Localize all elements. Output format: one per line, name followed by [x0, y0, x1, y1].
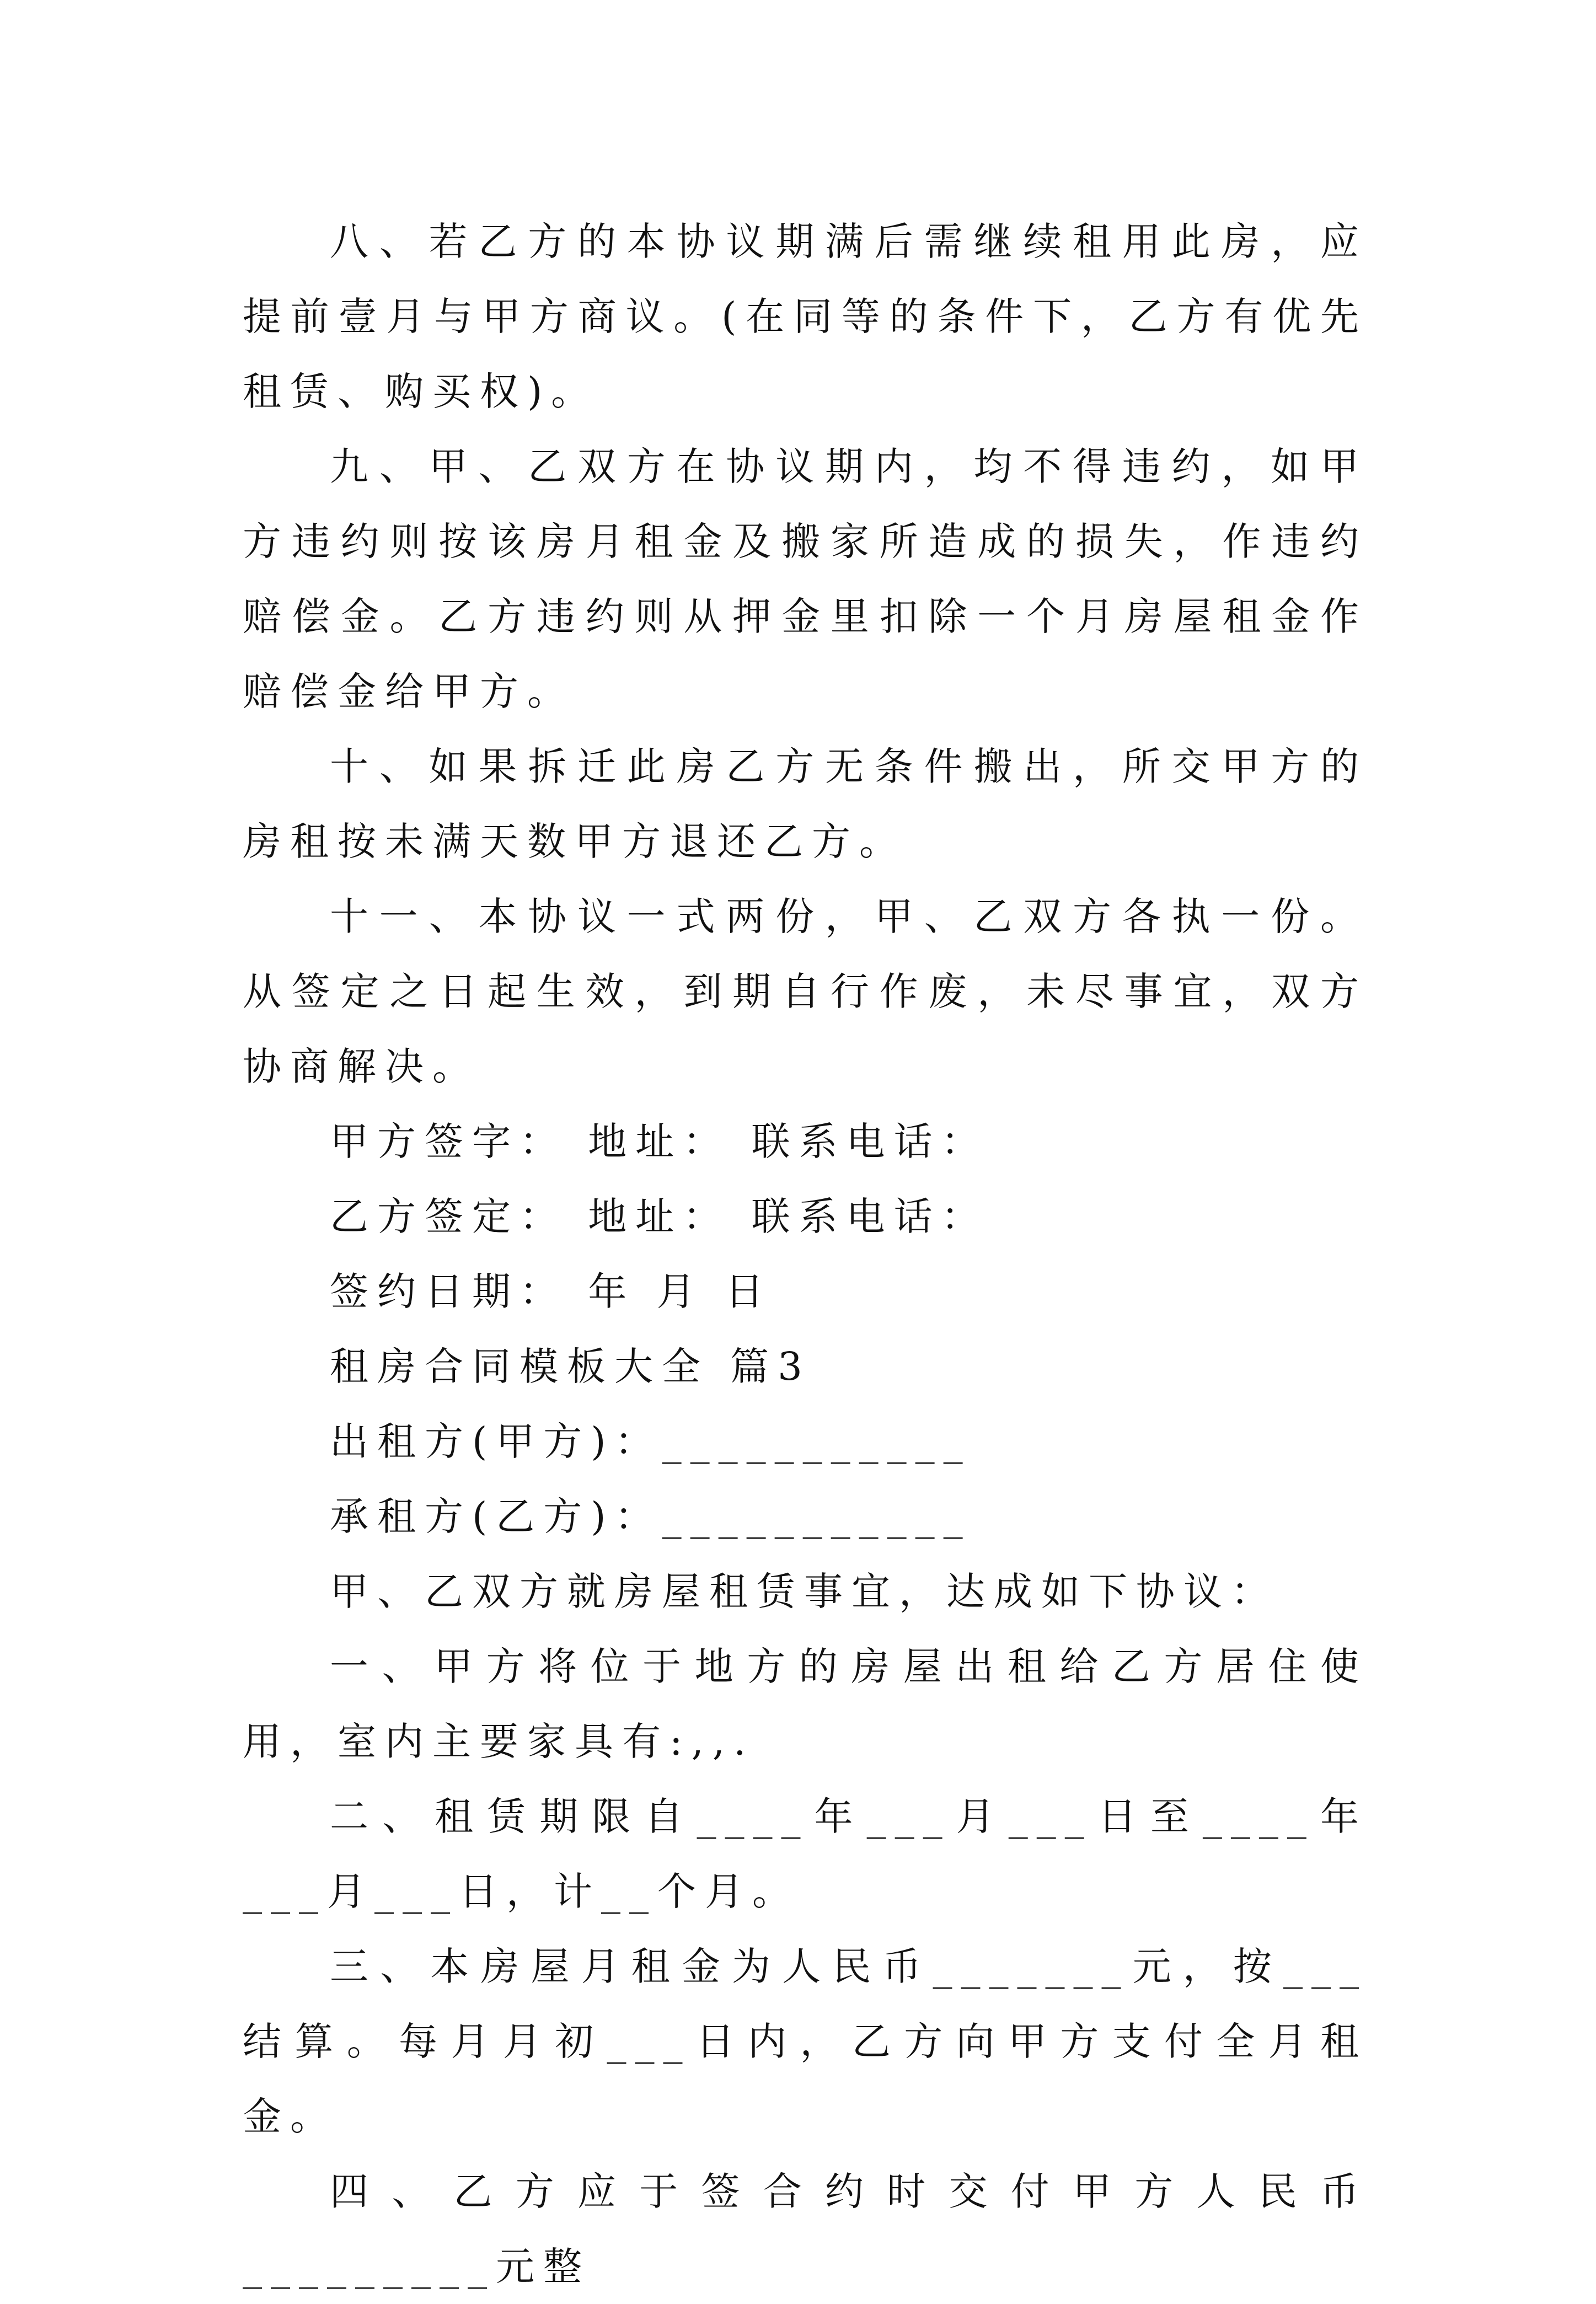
lessee-line: 承租方(乙方)：___________	[330, 1494, 972, 1539]
clause-1: 一、甲方将位于地方的房屋出租给乙方居住使用，室内主要家具有:,,.	[243, 1644, 1368, 1764]
clause-11: 十一、本协议一式两份，甲、乙双方各执一份。从签定之日起生效，到期自行作废，未尽事宜，双方协商解决。	[243, 894, 1368, 1089]
clause-9: 九、甲、乙双方在协议期内，均不得违约，如甲方违约则按该房月租金及搬家所造成的损失，作违约赔偿金。乙方违约则从押金里扣除一个月房屋租金作赔偿金给甲方。	[243, 444, 1368, 714]
section-title: 租房合同模板大全 篇3	[330, 1344, 811, 1389]
signing-date-line: 签约日期： 年 月 日	[330, 1269, 773, 1314]
clause-8: 八、若乙方的本协议期满后需继续租用此房，应提前壹月与甲方商议。(在同等的条件下，乙方有优先租赁、购买权)。	[243, 219, 1368, 414]
clause-10: 十、如果拆迁此房乙方无条件搬出，所交甲方的房租按未满天数甲方退还乙方。	[243, 744, 1368, 864]
clause-3: 三、本房屋月租金为人民币_______元，按___结算。每月月初___日内，乙方向甲方支付全月租金。	[243, 1944, 1368, 2139]
clause-4: 四、乙方应于签合约时交付甲方人民币_________元整	[243, 2169, 1368, 2289]
agreement-intro: 甲、乙双方就房屋租赁事宜，达成如下协议：	[330, 1569, 1278, 1614]
party-a-signature-line: 甲方签字： 地址： 联系电话：	[330, 1119, 989, 1164]
lessor-line: 出租方(甲方)：___________	[330, 1419, 972, 1464]
party-b-signature-line: 乙方签定： 地址： 联系电话：	[330, 1194, 989, 1239]
clause-2: 二、租赁期限自____年___月___日至____年___月___日，计__个月。	[243, 1794, 1368, 1914]
document-body	[243, 204, 1368, 2304]
